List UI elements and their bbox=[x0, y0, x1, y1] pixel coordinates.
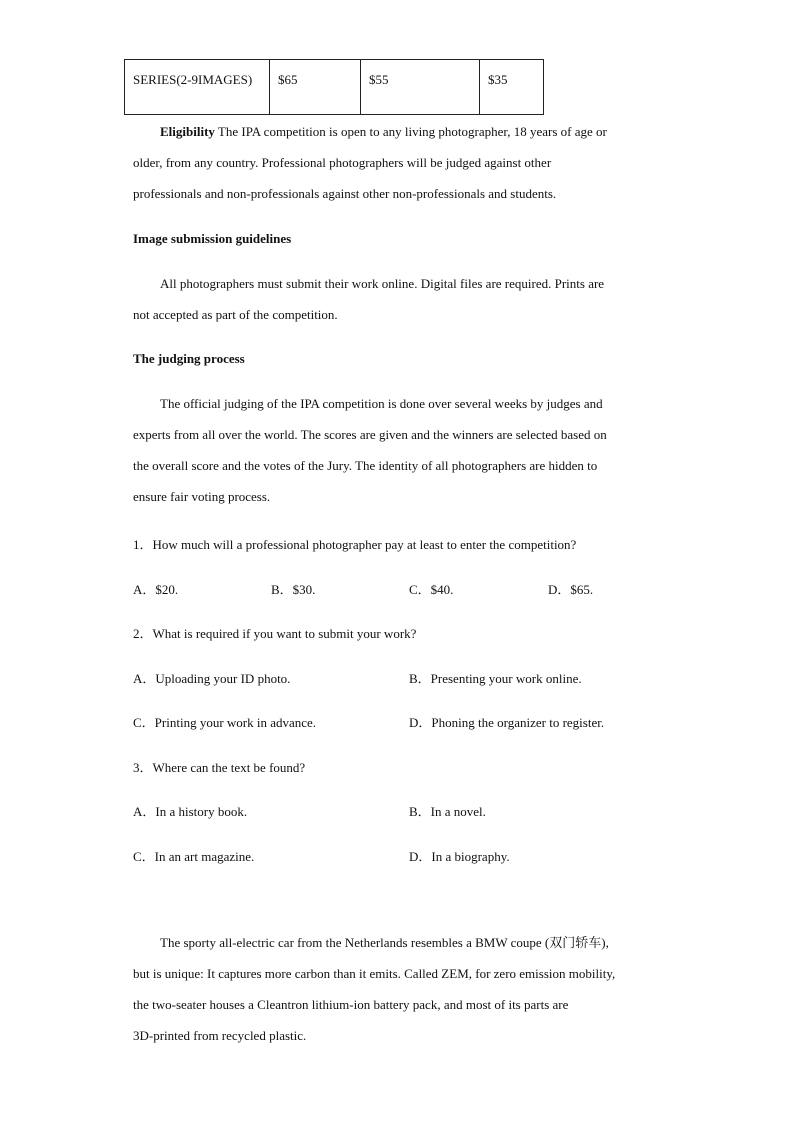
option-2d: D．Phoning the organizer to register. bbox=[409, 715, 605, 730]
judging-paragraph bbox=[133, 388, 663, 512]
option-3b: B．In a novel. bbox=[409, 804, 486, 819]
option-3d: D．In a biography. bbox=[409, 849, 510, 864]
question-2: 2．What is required if you want to submit your work? bbox=[133, 626, 417, 641]
option-1a: A．$20. bbox=[133, 582, 179, 597]
passage2-line: The sporty all-electric car from the Netherlands resembles a BMW coupe (双门轿车), bbox=[160, 935, 609, 950]
option-1c: C．$40. bbox=[409, 582, 454, 597]
table-row bbox=[125, 60, 544, 115]
judging-heading: The judging process bbox=[133, 351, 245, 366]
question-1: 1．How much will a professional photographer pay at least to enter the competition? bbox=[133, 537, 577, 552]
judging-line: ensure fair voting process. bbox=[133, 489, 271, 504]
option-2c: C．Printing your work in advance. bbox=[133, 715, 317, 730]
judging-line: experts from all over the world. The scores are given and the winners are selected based on bbox=[133, 427, 607, 442]
eligibility-line: older, from any country. Professional photographers will be judged against other bbox=[133, 155, 552, 170]
table-cell-price-2: $55 bbox=[361, 60, 480, 115]
option-2a: A．Uploading your ID photo. bbox=[133, 671, 291, 686]
option-3c: C．In an art magazine. bbox=[133, 849, 255, 864]
passage2-line: the two-seater houses a Cleantron lithium-ion battery pack, and most of its parts are bbox=[133, 997, 569, 1012]
table-cell-price-1: $65 bbox=[270, 60, 361, 115]
judging-line: The official judging of the IPA competition is done over several weeks by judges and bbox=[160, 396, 603, 411]
judging-line: the overall score and the votes of the Jury. The identity of all photographers are hidden to bbox=[133, 458, 598, 473]
eligibility-paragraph bbox=[133, 116, 663, 209]
eligibility-line: professionals and non-professionals against other non-professionals and students. bbox=[133, 186, 557, 201]
passage2-line: 3D-printed from recycled plastic. bbox=[133, 1028, 307, 1043]
submission-line: All photographers must submit their work online. Digital files are required. Prints are bbox=[160, 276, 605, 291]
table-cell-category: SERIES(2-9IMAGES) bbox=[125, 60, 270, 115]
table-cell-price-3: $35 bbox=[480, 60, 544, 115]
option-1b: B．$30. bbox=[271, 582, 316, 597]
submission-line: not accepted as part of the competition. bbox=[133, 307, 338, 322]
eligibility-line: The IPA competition is open to any living photographer, 18 years of age or bbox=[214, 124, 607, 139]
passage2-line: but is unique: It captures more carbon than it emits. Called ZEM, for zero emission mobility, bbox=[133, 966, 616, 981]
option-3a: A．In a history book. bbox=[133, 804, 248, 819]
fee-table bbox=[124, 59, 544, 115]
eligibility-heading: Eligibility bbox=[160, 124, 215, 139]
submission-heading: Image submission guidelines bbox=[133, 231, 292, 246]
submission-paragraph bbox=[133, 268, 663, 330]
question-3: 3．Where can the text be found? bbox=[133, 760, 306, 775]
option-2b: B．Presenting your work online. bbox=[409, 671, 582, 686]
passage2-paragraph bbox=[133, 927, 663, 1051]
option-1d: D．$65. bbox=[548, 582, 594, 597]
